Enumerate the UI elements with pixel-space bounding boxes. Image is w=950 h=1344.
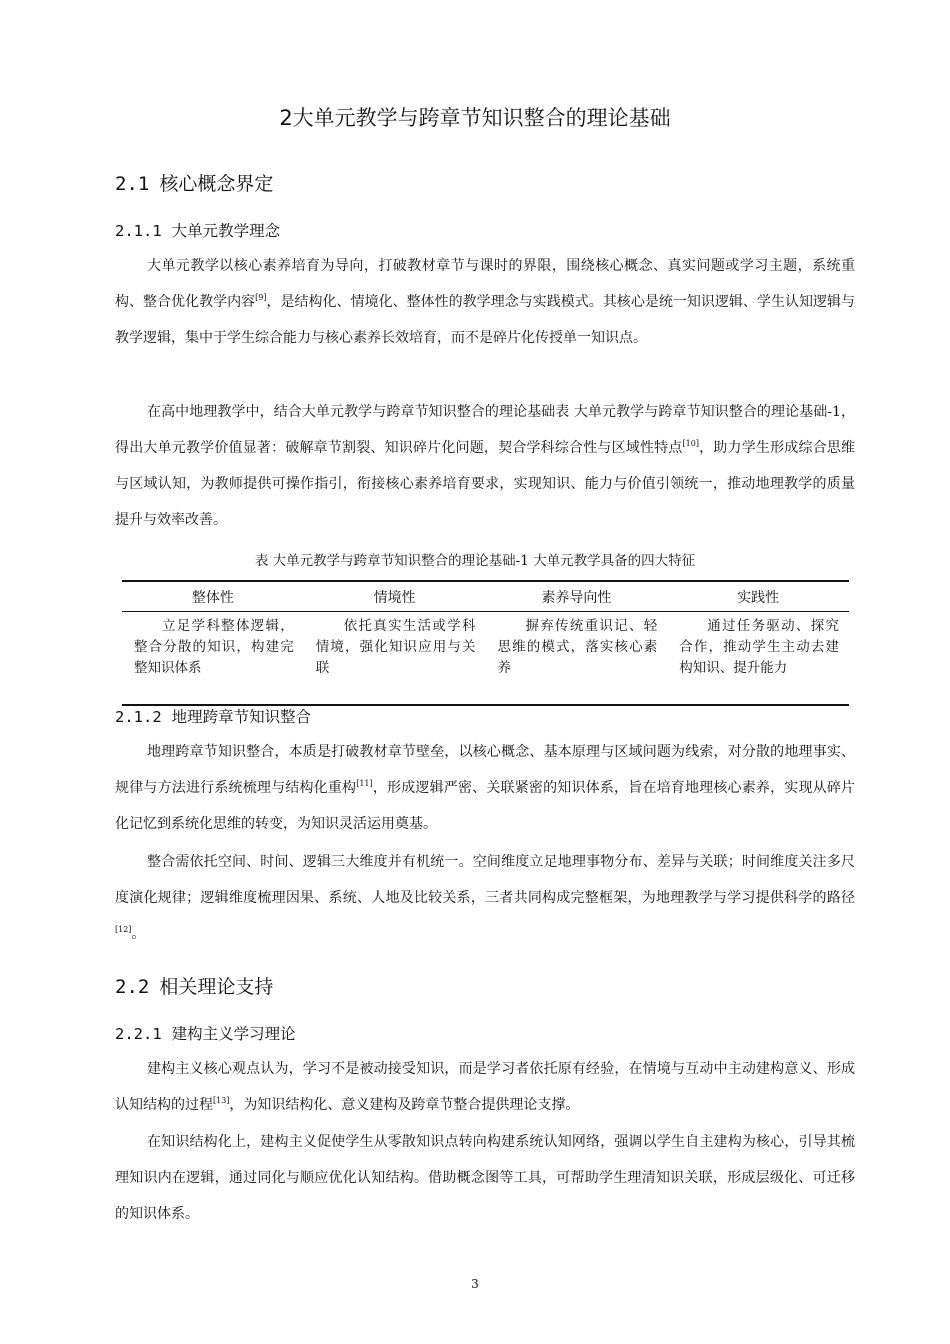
section-heading-2-1-2: [115, 705, 311, 727]
table-header: 整体性: [122, 581, 304, 612]
section-number: 2.1: [115, 173, 150, 195]
paragraph-1: [115, 248, 855, 356]
paragraph-text: ，助力学生形成综合思维与区域认知，为教师提供可操作指引，衔接核心素养培育要求，实现知识、能力与价值引领统一，推动地理教学的质量提升与效率改善。: [115, 440, 856, 528]
table-cell: 依托真实生活或学科情境，强化知识应用与关联: [304, 612, 486, 706]
section-number: 2.1.2: [115, 708, 162, 726]
paragraph-text: 地理跨章节知识整合，本质是打破教材章节壁垒，以核心概念、基本原理与区域问题为线索，对分散的地理事实、规律与方法进行系统梳理与结构化重构: [115, 744, 855, 796]
section-heading-2-1-1: [115, 219, 280, 241]
citation: [11]: [356, 779, 373, 788]
paragraph-text: ，是结构化、情境化、整体性的教学理念与实践模式。其核心是统一知识逻辑、学生认知逻辑与教学逻辑，集中于学生综合能力与核心素养长效培育，而不是碎片化传授单一知识点。: [115, 294, 856, 346]
paragraph-4: [115, 844, 855, 952]
paragraph-text: 。: [131, 926, 146, 942]
table-cell: 摒弃传统重识记、轻思维的模式，落实核心素养: [486, 612, 668, 706]
paragraph-text: ，为知识结构化、意义建构及跨章节整合提供理论支撑。: [229, 1097, 580, 1113]
paragraph-3: [115, 734, 855, 842]
table-header: 素养导向性: [486, 581, 668, 612]
section-heading-2-2: [115, 972, 273, 999]
paragraph-text: 建构主义核心观点认为，学习不是被动接受知识，而是学习者依托原有经验，在情境与互动中主动建构意义、形成认知结构的过程: [115, 1061, 855, 1113]
table-cell: 立足学科整体逻辑，整合分散的知识，构建完整知识体系: [122, 612, 304, 706]
section-title: 建构主义学习理论: [171, 1025, 296, 1043]
paragraph-2: [115, 394, 855, 538]
chapter-title: 2大单元教学与跨章节知识整合的理论基础: [279, 106, 671, 130]
section-heading-2-2-1: [115, 1022, 296, 1044]
citation: [10]: [682, 439, 699, 448]
table-caption: 表 大单元教学与跨章节知识整合的理论基础-1 大单元教学具备的四大特征: [254, 553, 696, 569]
paragraph-5: [115, 1051, 855, 1123]
table-cell: 通过任务驱动、探究合作，推动学生主动去建构知识、提升能力: [667, 612, 849, 706]
section-heading-2-1: [115, 169, 273, 196]
paragraph-text: 在高中地理教学中，结合大单元教学与跨章节知识整合的理论基础表 大单元教学与跨章节知识整合的理论基础-1，得出大单元教学价值显著：破解章节割裂、知识碎片化问题，契合学科综合性与区域性特点: [115, 404, 855, 456]
citation: [12]: [115, 925, 132, 934]
section-number: 2.1.1: [115, 222, 162, 240]
table-header: 情境性: [304, 581, 486, 612]
section-number: 2.2: [115, 976, 150, 998]
features-table: [122, 580, 849, 706]
section-title: 相关理论支持: [159, 976, 274, 998]
paragraph-text: ，形成逻辑严密、关联紧密的知识体系，旨在培育地理核心素养，实现从碎片化记忆到系统化思维的转变，为知识灵活运用奠基。: [115, 780, 856, 832]
citation: [13]: [213, 1096, 230, 1105]
table-row: [122, 612, 849, 706]
paragraph-text: 在知识结构化上，建构主义促使学生从零散知识点转向构建系统认知网络，强调以学生自主建构为核心，引导其梳理知识内在逻辑，通过同化与顺应优化认知结构。借助概念图等工具，可帮助学生理清知识关联，形成层级化、可迁移的知识体系。: [115, 1134, 855, 1222]
page-number: 3: [471, 1277, 479, 1291]
table-header-row: [122, 581, 849, 612]
section-title: 地理跨章节知识整合: [171, 708, 312, 726]
paragraph-6: [115, 1124, 855, 1232]
table-header: 实践性: [667, 581, 849, 612]
section-title: 大单元教学理念: [171, 222, 281, 240]
section-number: 2.2.1: [115, 1025, 162, 1043]
paragraph-text: 大单元教学以核心素养培育为导向，打破教材章节与课时的界限，围绕核心概念、真实问题或学习主题，系统重构、整合优化教学内容: [115, 258, 855, 310]
section-title: 核心概念界定: [159, 173, 274, 195]
paragraph-text: 整合需依托空间、时间、逻辑三大维度并有机统一。空间维度立足地理事物分布、差异与关联；时间维度关注多尺度演化规律；逻辑维度梳理因果、系统、人地及比较关系，三者共同构成完整框架，为地理教学与学习提供科学的路径: [115, 854, 855, 906]
citation: [9]: [255, 293, 267, 302]
